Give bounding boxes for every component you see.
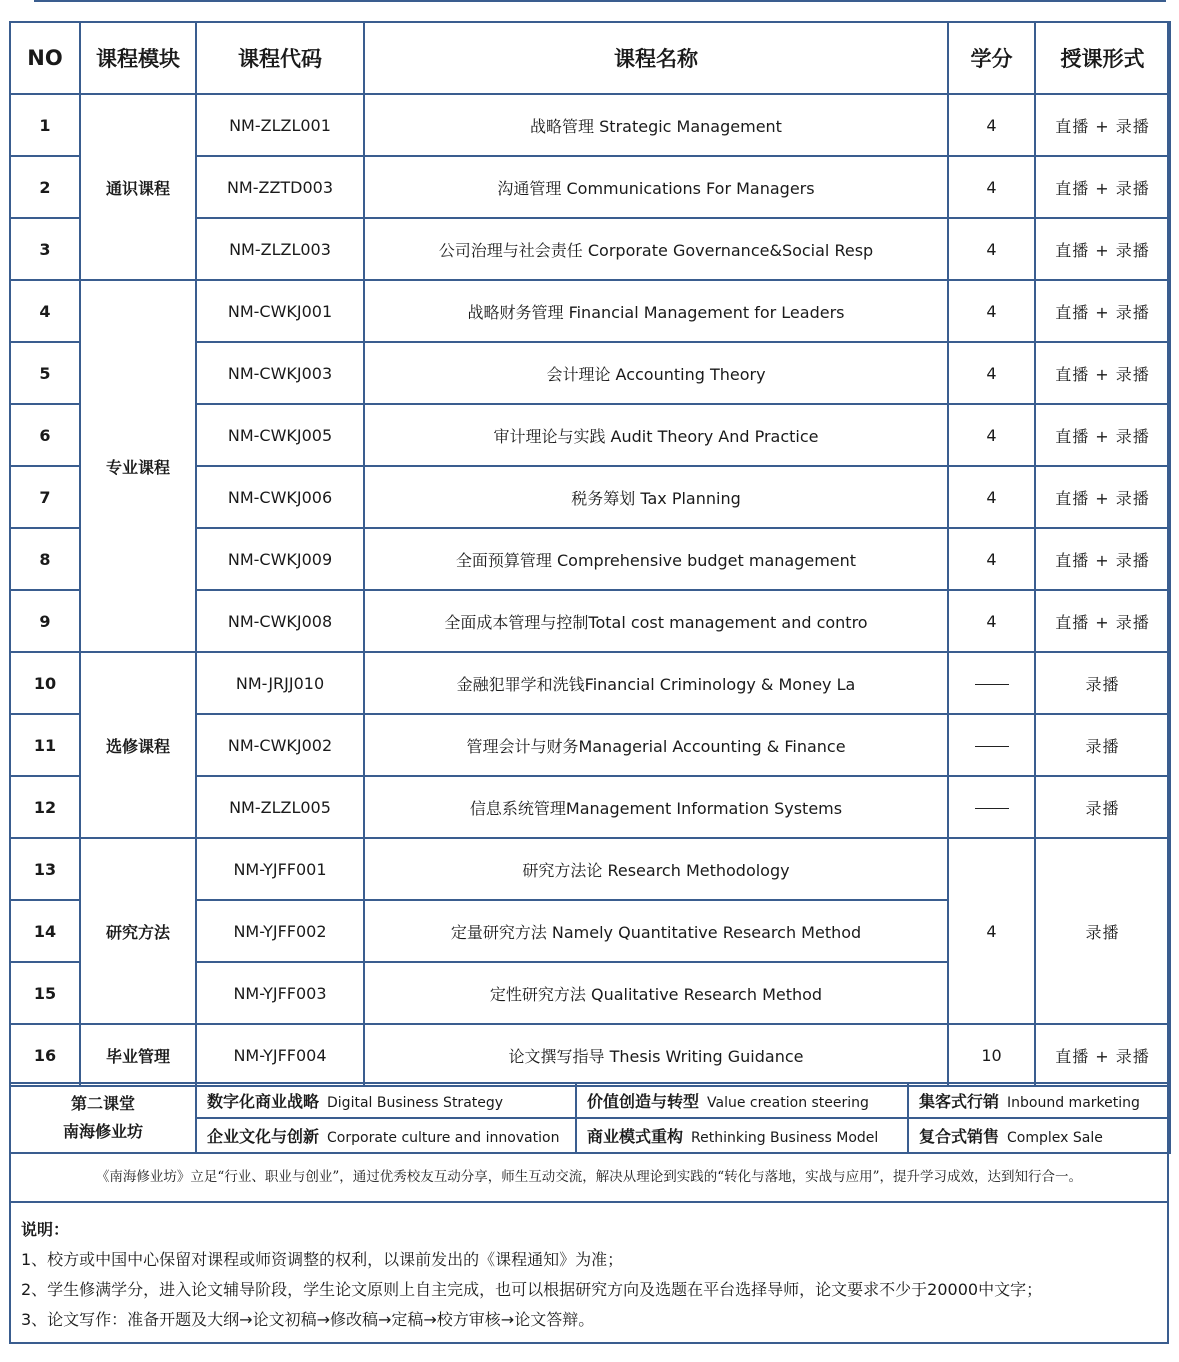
course-name: 定性研究方法 Qualitative Research Method [364, 962, 948, 1024]
workshop-zh: 复合式销售 [919, 1127, 1000, 1146]
module-elective: 选修课程 [80, 652, 196, 838]
workshop-en: Value creation steering [707, 1095, 869, 1111]
course-credits: 4 [948, 590, 1035, 652]
course-code: NM-CWKJ006 [196, 466, 364, 528]
workshop-zh: 商业模式重构 [587, 1127, 684, 1146]
workshop-item [196, 1083, 576, 1118]
course-name: 审计理论与实践 Audit Theory And Practice [364, 404, 948, 466]
course-name: 战略财务管理 Financial Management for Leaders [364, 280, 948, 342]
second-classroom-label-1: 第二课堂 [70, 1094, 135, 1113]
workshop-item [908, 1083, 1170, 1118]
course-code: NM-ZLZL001 [196, 94, 364, 156]
dash-mark [975, 808, 1009, 809]
workshop-en: Inbound marketing [1007, 1095, 1140, 1111]
course-name: 全面成本管理与控制Total cost management and contro [364, 590, 948, 652]
course-mode: 直播 + 录播 [1035, 528, 1170, 590]
row-no: 12 [10, 776, 80, 838]
header-no: NO [10, 22, 80, 94]
row-no: 13 [10, 838, 80, 900]
module-research: 研究方法 [80, 838, 196, 1024]
header-module: 课程模块 [80, 22, 196, 94]
course-credits: 4 [948, 156, 1035, 218]
course-credits: 4 [948, 528, 1035, 590]
table-row [10, 1024, 1170, 1086]
workshop-item [576, 1118, 908, 1153]
course-code: NM-CWKJ003 [196, 342, 364, 404]
header-code: 课程代码 [196, 22, 364, 94]
workshop-en: Rethinking Business Model [691, 1130, 879, 1146]
course-mode: 直播 + 录播 [1035, 466, 1170, 528]
course-credits: 10 [948, 1024, 1035, 1086]
workshop-intro: 《南海修业坊》立足“行业、职业与创业”，通过优秀校友互动分享，师生互动交流，解决从理论到实践的“转化与落地，实战与应用”，提升学习成效，达到知行合一。 [11, 1153, 1167, 1203]
course-code: NM-ZZTD003 [196, 156, 364, 218]
header-name: 课程名称 [364, 22, 948, 94]
course-name: 沟通管理 Communications For Managers [364, 156, 948, 218]
workshop-en: Corporate culture and innovation [327, 1130, 560, 1146]
research-mode: 录播 [1035, 838, 1170, 1024]
row-no: 6 [10, 404, 80, 466]
row-no: 3 [10, 218, 80, 280]
course-mode: 直播 + 录播 [1035, 404, 1170, 466]
course-name: 论文撰写指导 Thesis Writing Guidance [364, 1024, 948, 1086]
course-code: NM-ZLZL005 [196, 776, 364, 838]
course-mode: 直播 + 录播 [1035, 94, 1170, 156]
course-name: 税务筹划 Tax Planning [364, 466, 948, 528]
course-code: NM-CWKJ001 [196, 280, 364, 342]
course-name: 信息系统管理Management Information Systems [364, 776, 948, 838]
module-graduation: 毕业管理 [80, 1024, 196, 1086]
header-mode: 授课形式 [1035, 22, 1170, 94]
second-classroom-table [9, 1082, 1171, 1154]
note-line: 3、论文写作：准备开题及大纲→论文初稿→修改稿→定稿→校方审核→论文答辩。 [21, 1310, 595, 1329]
second-classroom-label-2: 南海修业坊 [62, 1122, 143, 1141]
second-classroom-label [10, 1083, 196, 1153]
course-code: NM-CWKJ008 [196, 590, 364, 652]
header-row [10, 22, 1170, 94]
workshop-item [196, 1118, 576, 1153]
note-line: 1、校方或中国中心保留对课程或师资调整的权利，以课前发出的《课程通知》为准； [21, 1250, 624, 1269]
row-no: 7 [10, 466, 80, 528]
row-no: 16 [10, 1024, 80, 1086]
note-line: 2、学生修满学分，进入论文辅导阶段，学生论文原则上自主完成，也可以根据研究方向及选题在平台选择导师，论文要求不少于20000中文字； [21, 1280, 1043, 1299]
row-no: 10 [10, 652, 80, 714]
course-name: 研究方法论 Research Methodology [364, 838, 948, 900]
workshop-zh: 集客式行销 [919, 1092, 1000, 1111]
row-no: 2 [10, 156, 80, 218]
row-no: 14 [10, 900, 80, 962]
course-name: 管理会计与财务Managerial Accounting & Finance [364, 714, 948, 776]
top-rule [34, 0, 1166, 2]
course-code: NM-CWKJ002 [196, 714, 364, 776]
course-credits: 4 [948, 466, 1035, 528]
course-mode: 直播 + 录播 [1035, 590, 1170, 652]
course-mode: 直播 + 录播 [1035, 218, 1170, 280]
row-no: 15 [10, 962, 80, 1024]
course-mode: 直播 + 录播 [1035, 1024, 1170, 1086]
course-credits: 4 [948, 404, 1035, 466]
course-name: 金融犯罪学和洗钱Financial Criminology & Money La [364, 652, 948, 714]
course-code: NM-CWKJ009 [196, 528, 364, 590]
course-credits: 4 [948, 218, 1035, 280]
course-mode: 录播 [1035, 652, 1170, 714]
course-credits-none [948, 714, 1035, 776]
course-credits: 4 [948, 342, 1035, 404]
course-name: 全面预算管理 Comprehensive budget management [364, 528, 948, 590]
table-row [10, 280, 1170, 342]
workshop-zh: 价值创造与转型 [587, 1092, 700, 1111]
course-code: NM-YJFF003 [196, 962, 364, 1024]
course-credits: 4 [948, 280, 1035, 342]
course-mode: 录播 [1035, 714, 1170, 776]
course-name: 公司治理与社会责任 Corporate Governance&Social Resp [364, 218, 948, 280]
workshop-en: Complex Sale [1007, 1130, 1103, 1146]
course-code: NM-YJFF001 [196, 838, 364, 900]
course-credits-none [948, 776, 1035, 838]
dash-mark [975, 684, 1009, 685]
row-no: 11 [10, 714, 80, 776]
course-name: 定量研究方法 Namely Quantitative Research Method [364, 900, 948, 962]
course-code: NM-YJFF002 [196, 900, 364, 962]
table-row [10, 94, 1170, 156]
course-mode: 直播 + 录播 [1035, 280, 1170, 342]
course-credits-none [948, 652, 1035, 714]
course-code: NM-ZLZL003 [196, 218, 364, 280]
workshop-zh: 企业文化与创新 [207, 1127, 320, 1146]
table-row [10, 838, 1170, 900]
course-code: NM-JRJJ010 [196, 652, 364, 714]
second-classroom-row [10, 1083, 1170, 1118]
dash-mark [975, 746, 1009, 747]
table-row [10, 652, 1170, 714]
course-credits: 4 [948, 94, 1035, 156]
research-credits: 4 [948, 838, 1035, 1024]
workshop-item [576, 1083, 908, 1118]
header-credits: 学分 [948, 22, 1035, 94]
course-mode: 直播 + 录播 [1035, 156, 1170, 218]
row-no: 8 [10, 528, 80, 590]
row-no: 5 [10, 342, 80, 404]
notes-section [21, 1215, 1161, 1335]
module-professional: 专业课程 [80, 280, 196, 652]
course-mode: 录播 [1035, 776, 1170, 838]
row-no: 1 [10, 94, 80, 156]
workshop-item [908, 1118, 1170, 1153]
course-name: 会计理论 Accounting Theory [364, 342, 948, 404]
workshop-zh: 数字化商业战略 [207, 1092, 320, 1111]
workshop-en: Digital Business Strategy [327, 1095, 504, 1111]
course-table [9, 21, 1171, 1087]
row-no: 9 [10, 590, 80, 652]
module-general: 通识课程 [80, 94, 196, 280]
row-no: 4 [10, 280, 80, 342]
notes-title: 说明： [21, 1220, 70, 1239]
course-code: NM-CWKJ005 [196, 404, 364, 466]
course-code: NM-YJFF004 [196, 1024, 364, 1086]
course-name: 战略管理 Strategic Management [364, 94, 948, 156]
course-mode: 直播 + 录播 [1035, 342, 1170, 404]
